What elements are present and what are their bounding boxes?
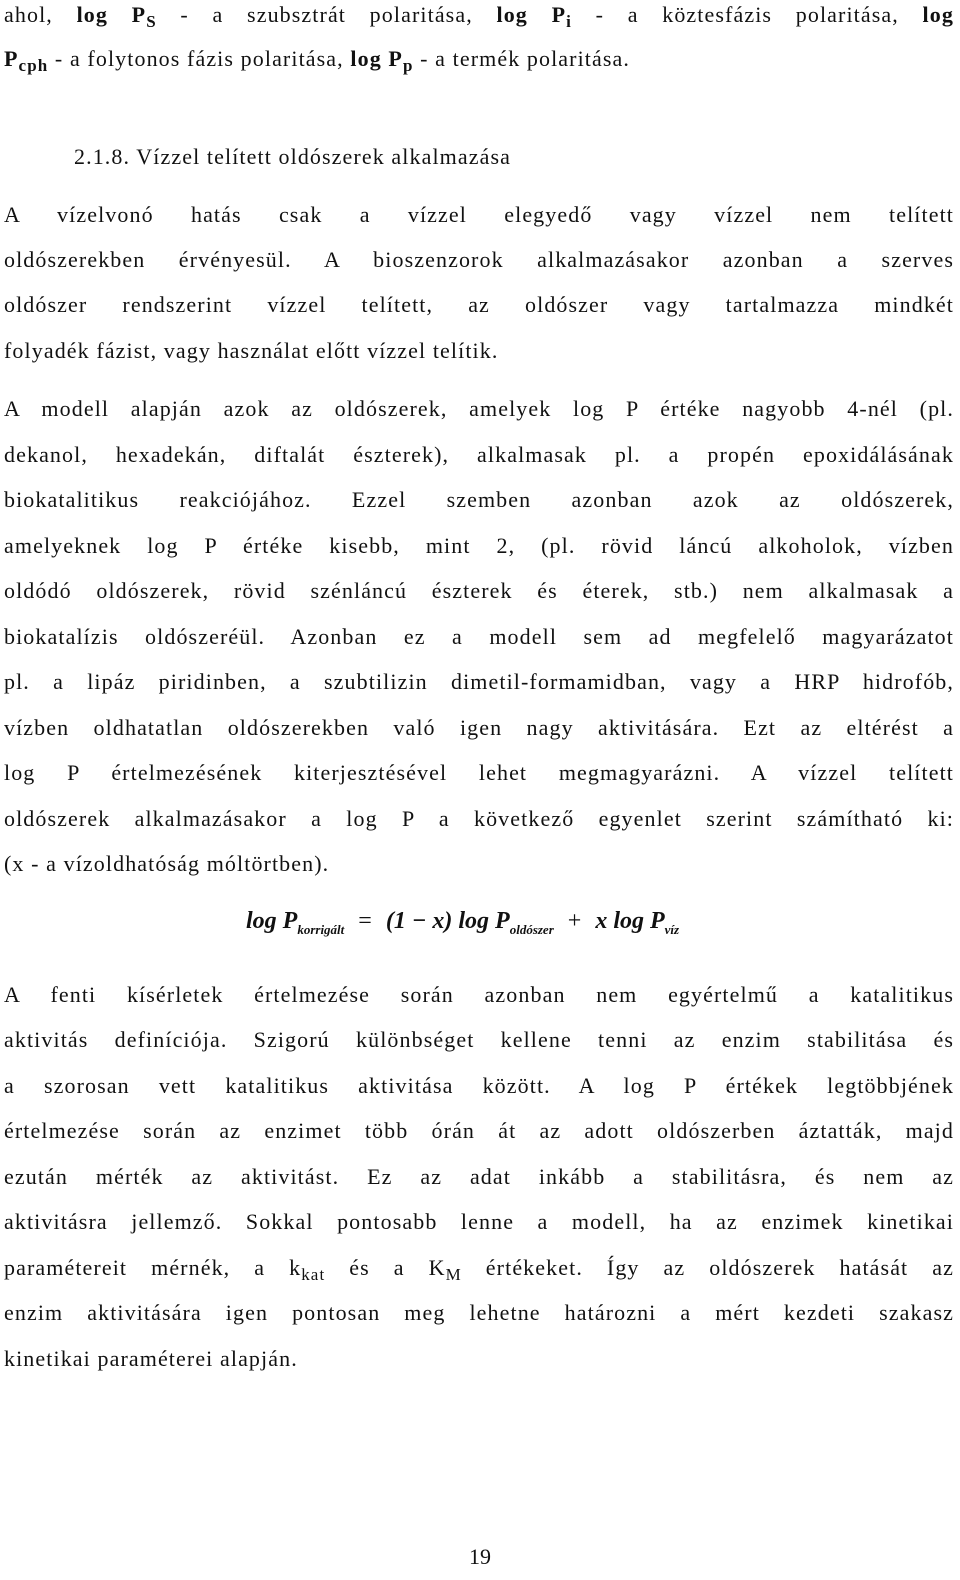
paragraph-line: a szorosan vett katalitikus aktivitása között. A log P értékek legtöbbjének [4, 1073, 954, 1098]
text-span: - a szubsztrát polaritása, [180, 2, 473, 27]
log-p-label: log P [496, 2, 567, 27]
eq-term: x log P [595, 908, 665, 934]
section-heading: 2.1.8. Vízzel telített oldószerek alkalmazása [74, 144, 511, 169]
text-span: paramétereit mérnék, a k [4, 1255, 302, 1280]
paragraph-line [4, 1253, 954, 1283]
paragraph-line: ezután mérték az aktivitást. Ez az adat inkább a stabilitásra, és nem az [4, 1164, 954, 1189]
eq-term: (1 − x) [385, 908, 453, 934]
paragraph-line: oldódó oldószerek, rövid szénláncú észterek és éterek, stb.) nem alkalmasak a [4, 578, 954, 603]
log-p-label: log P [350, 46, 403, 71]
p-label: P [4, 46, 19, 71]
subscript: cph [18, 56, 49, 75]
text-span: ahol, [4, 2, 53, 27]
text-span: - a folytonos fázis polaritása, [54, 46, 344, 71]
paragraph-line: értelmezése során az enzimet több órán át az adott oldószerben áztatták, majd [4, 1118, 954, 1143]
paragraph-line: biokatalízis oldószeréül. Azonban ez a modell sem ad megfelelő magyarázatot [4, 624, 954, 649]
paragraph-line: enzim aktivitására igen pontosan meg lehetne határozni a mért kezdeti szakasz [4, 1300, 954, 1325]
text-span: és a K [325, 1255, 446, 1280]
page-number: 19 [469, 1544, 491, 1569]
paragraph-line: kinetikai paraméterei alapján. [4, 1346, 298, 1371]
text-line [4, 44, 954, 74]
paragraph-line: biokatalitikus reakciójához. Ezzel szemben azonban azok az oldószerek, [4, 487, 954, 512]
paragraph-line: (x - a vízoldhatóság móltörtben). [4, 851, 330, 876]
eq-subscript: víz [664, 922, 680, 937]
log-p-label: log P [76, 2, 147, 27]
paragraph-line: amelyeknek log P értéke kisebb, mint 2, (pl. rövid láncú alkoholok, vízben [4, 533, 954, 558]
text-line [4, 0, 954, 30]
text-span: értékeket. Így az oldószerek hatását az [461, 1255, 954, 1280]
eq-subscript: korrigált [297, 922, 345, 937]
paragraph-line: log P értelmezésének kiterjesztésével lehet megmagyarázni. A vízzel telített [4, 760, 954, 785]
paragraph-line: folyadék fázist, vagy használat előtt vízzel telítik. [4, 338, 499, 363]
paragraph-line: dekanol, hexadekán, diftalát észterek), alkalmasak pl. a propén epoxidálásának [4, 442, 954, 467]
eq-term: log P [458, 908, 510, 934]
paragraph-line: oldószer rendszerint vízzel telített, az oldószer vagy tartalmazza mindkét [4, 292, 954, 317]
paragraph-line: oldószerekben érvényesül. A bioszenzorok alkalmazásakor azonban a szerves [4, 247, 954, 272]
equation [246, 908, 679, 935]
eq-operator: = [358, 908, 372, 934]
subscript: p [402, 56, 414, 75]
subscript: i [566, 12, 572, 31]
text-span: - a köztesfázis polaritása, [595, 2, 899, 27]
paragraph-line: A fenti kísérletek értelmezése során azonban nem egyértelmű a katalitikus [4, 982, 954, 1007]
text-span: - a termék polaritása. [420, 46, 631, 71]
subscript: S [146, 12, 157, 31]
paragraph-line: aktivitásra jellemző. Sokkal pontosabb lenne a modell, ha az enzimek kinetikai [4, 1209, 954, 1234]
eq-operator: + [567, 908, 582, 934]
eq-term: log P [246, 908, 298, 934]
paragraph-line: A vízelvonó hatás csak a vízzel elegyedő vagy vízzel nem telített [4, 202, 954, 227]
paragraph-line: vízben oldhatatlan oldószerekben való igen nagy aktivitására. Ezt az eltérést a [4, 715, 954, 740]
paragraph-line: oldószerek alkalmazásakor a log P a következő egyenlet szerint számítható ki: [4, 806, 954, 831]
paragraph-line: aktivitás definíciója. Szigorú különbséget kellene tenni az enzim stabilitása és [4, 1027, 954, 1052]
paragraph-line: pl. a lipáz piridinben, a szubtilizin dimetil-formamidban, vagy a HRP hidrofób, [4, 669, 954, 694]
eq-subscript: oldószer [509, 922, 554, 937]
log-label: log [922, 2, 954, 27]
subscript: kat [301, 1265, 326, 1284]
subscript: M [445, 1265, 462, 1284]
paragraph-line: A modell alapján azok az oldószerek, amelyek log P értéke nagyobb 4-nél (pl. [4, 396, 954, 421]
